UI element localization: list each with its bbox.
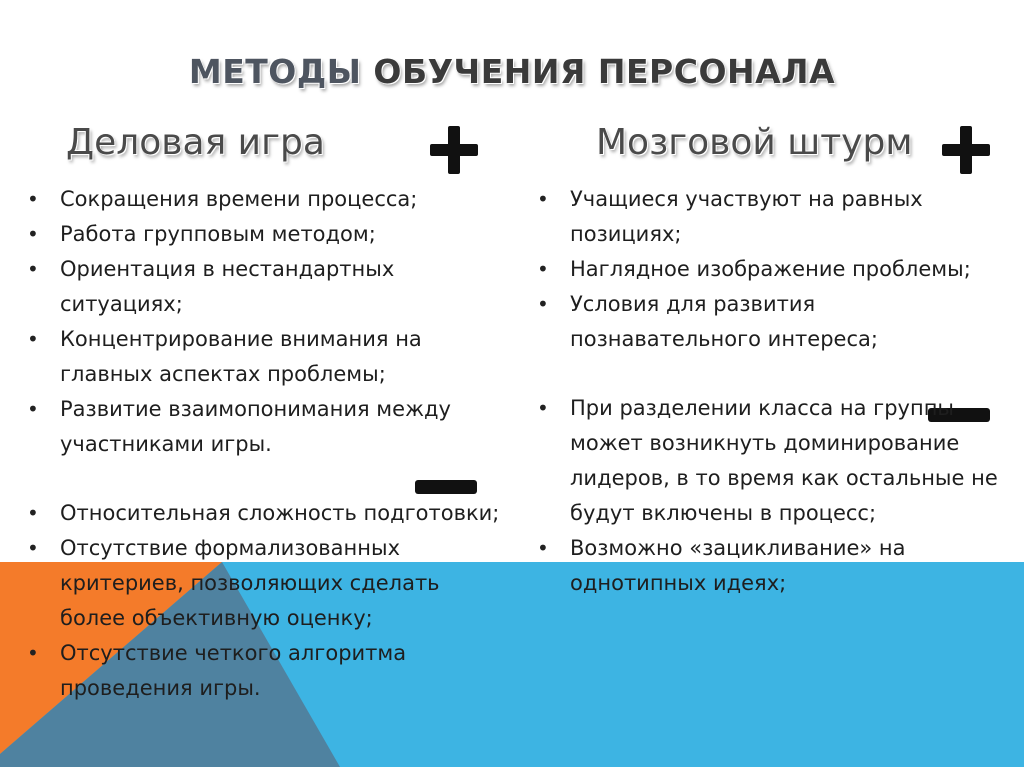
con-item: • Возможно «зацикливание» на однотипных идеях; <box>530 531 1000 601</box>
page-title <box>0 52 1024 91</box>
pro-item: • Условия для развития познавательного интереса; <box>530 287 1000 357</box>
pro-item: • Работа групповым методом; <box>20 217 500 252</box>
title-part-1: МЕТОДЫ <box>188 52 362 91</box>
heading-brainstorm: Мозговой штурм <box>596 122 913 163</box>
plus-icon <box>428 124 480 176</box>
con-item: • Относительная сложность подготовки; <box>20 496 500 531</box>
plus-icon <box>940 124 992 176</box>
con-item: • Отсутствие формализованных критериев, позволяющих сделать более объективную оценку; <box>20 531 500 636</box>
con-item: • Отсутствие четкого алгоритма проведения игры. <box>20 636 500 706</box>
pro-item: • Наглядное изображение проблемы; <box>530 252 1000 287</box>
heading-business-game: Деловая игра <box>66 122 325 163</box>
pro-item: • Развитие взаимопонимания между участниками игры. <box>20 392 500 462</box>
pro-item: • Сокращения времени процесса; <box>20 182 500 217</box>
pro-item: • Учащиеся участвуют на равных позициях; <box>530 182 1000 252</box>
pro-item: • Ориентация в нестандартных ситуациях; <box>20 252 500 322</box>
brainstorm-list <box>530 182 1000 601</box>
business-game-list <box>20 182 500 706</box>
pro-item: • Концентрирование внимания на главных аспектах проблемы; <box>20 322 500 392</box>
title-part-2: ОБУЧЕНИЯ ПЕРСОНАЛА <box>373 52 836 91</box>
con-item: • При разделении класса на группы может возникнуть доминирование лидеров, в то время как остальные не будут включены в процесс; <box>530 391 1000 531</box>
